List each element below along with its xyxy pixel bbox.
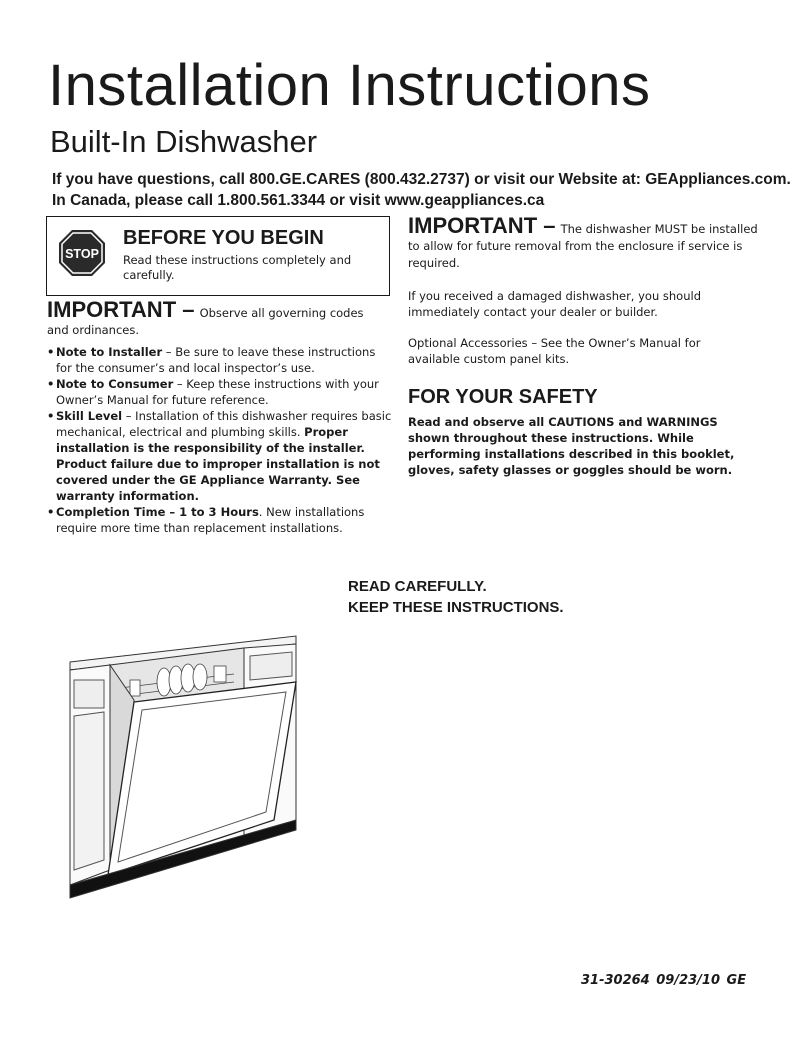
list-item: • Completion Time – 1 to 3 Hours. New installations require more time than replacement installations. xyxy=(47,504,393,536)
before-you-begin-text: Read these instructions completely and carefully. xyxy=(123,253,352,282)
list-item: • Note to Installer – Be sure to leave these instructions for the consumer’s and local inspector’s use. xyxy=(47,344,393,376)
page-subtitle: Built-In Dishwasher xyxy=(50,124,318,159)
list-item: • Skill Level – Installation of this dishwasher requires basic mechanical, electrical and plumbing skills. Proper installation is the responsibility of the installer. Product failure due to improper installation is not covered under the GE Appliance Warranty. See warranty information. xyxy=(47,408,393,504)
damaged-dishwasher-text: If you received a damaged dishwasher, you should immediately contact your dealer or builder. xyxy=(408,289,701,319)
bullet-label: Note to Consumer xyxy=(56,377,174,391)
read-carefully-line: READ CAREFULLY. xyxy=(348,578,487,595)
important-heading: IMPORTANT – xyxy=(408,213,556,238)
keep-instructions-line: KEEP THESE INSTRUCTIONS. xyxy=(348,599,564,616)
bullet-label: Note to Installer xyxy=(56,345,163,359)
important-removal-paragraph xyxy=(408,213,758,271)
page-title: Installation Instructions xyxy=(48,53,651,118)
stop-sign-label: STOP xyxy=(65,247,99,261)
stop-sign-icon xyxy=(58,229,106,277)
before-you-begin-heading: BEFORE YOU BEGIN xyxy=(123,227,324,249)
list-item: • Note to Consumer – Keep these instructions with your Owner’s Manual for future reference. xyxy=(47,376,393,408)
bullet-label: Completion Time – 1 to 3 Hours xyxy=(56,505,259,519)
optional-accessories-text: Optional Accessories – See the Owner’s Manual for available custom panel kits. xyxy=(408,336,701,366)
bullet-label: Skill Level xyxy=(56,409,123,423)
dishwasher-illustration xyxy=(64,630,304,905)
warranty-note: Proper installation is the responsibility of the installer. Product failure due to improper installation is not covered under the GE Appliance Warranty. See warranty information. xyxy=(56,425,380,503)
contact-canada-line: In Canada, please call 1.800.561.3344 or visit www.geappliances.ca xyxy=(52,192,545,209)
important-heading: IMPORTANT – xyxy=(47,297,195,322)
safety-heading: FOR YOUR SAFETY xyxy=(408,386,598,408)
important-codes-paragraph xyxy=(47,297,387,338)
safety-text: Read and observe all CAUTIONS and WARNINGS shown throughout these instructions. While performing installations described in this booklet, gloves, safety glasses or goggles should be worn. xyxy=(408,415,735,477)
installer-notes-list xyxy=(47,344,393,536)
document-code: 31-30264 09/23/10 GE xyxy=(581,973,747,988)
important-removal-text: The dishwasher MUST be installed to allow for future removal from the enclosure if service is required. xyxy=(408,222,758,270)
important-codes-text: Observe all governing codes and ordinances. xyxy=(47,306,364,337)
before-you-begin-box xyxy=(46,216,390,296)
contact-us-line: If you have questions, call 800.GE.CARES (800.432.2737) or visit our Website at: GEAppliances.com. xyxy=(52,171,791,188)
